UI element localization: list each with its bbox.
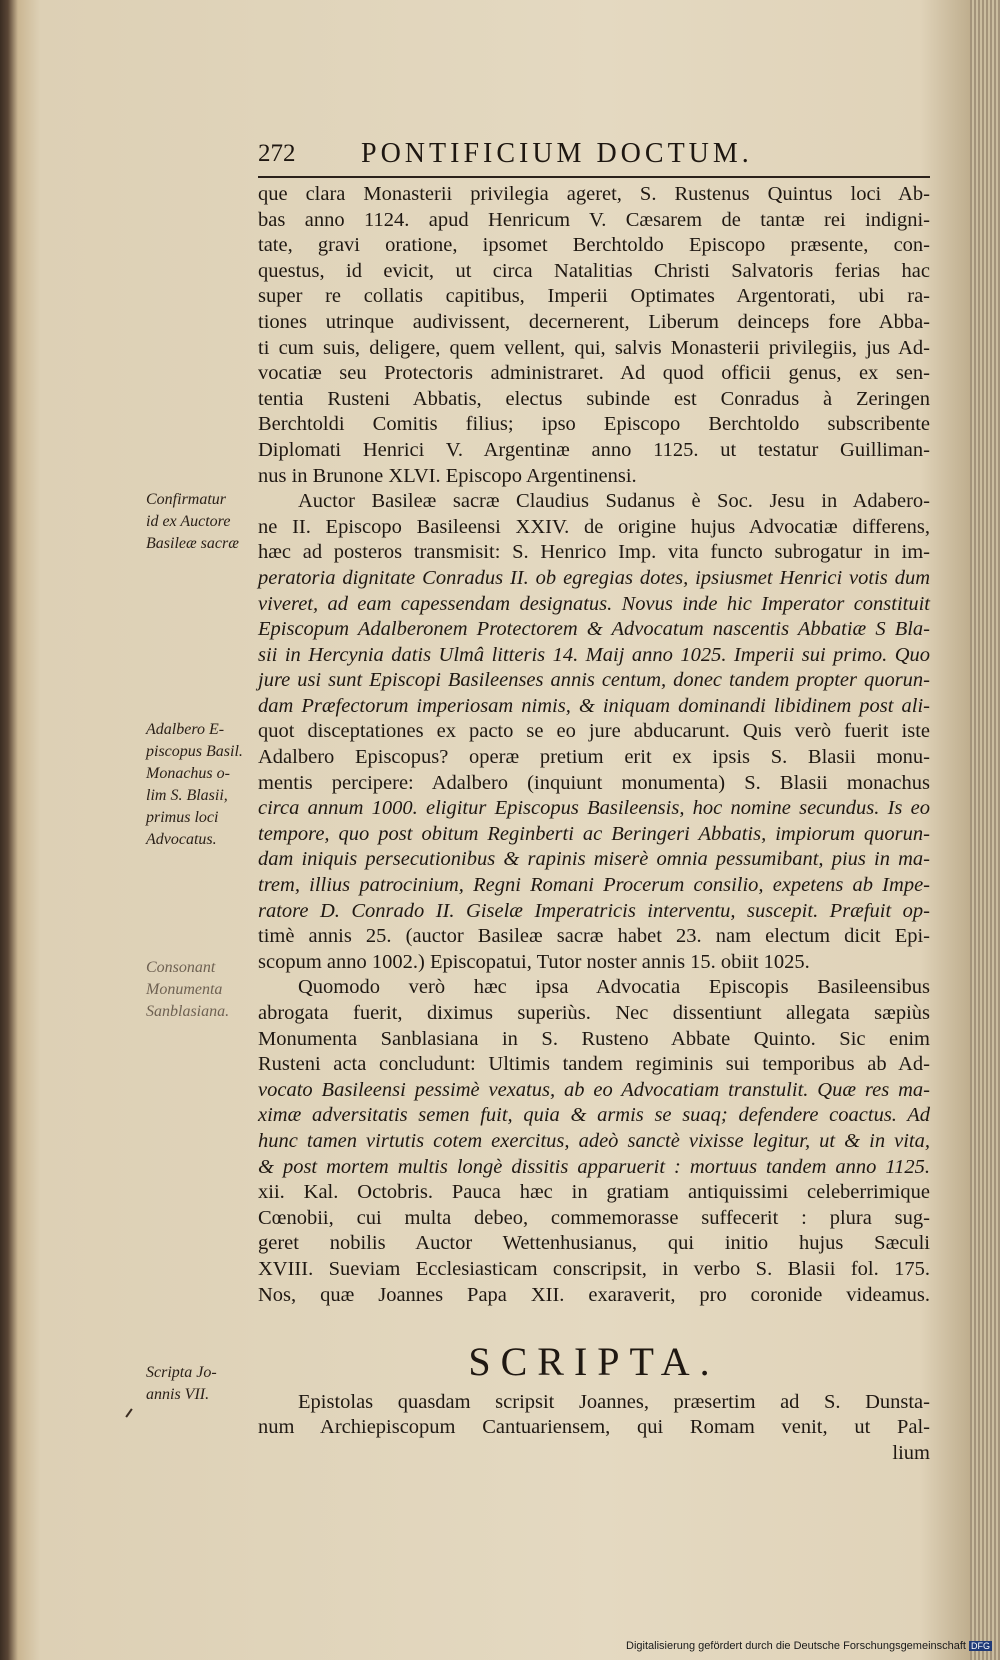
marginal-line: Advocatus. [146, 831, 217, 848]
header-rule [258, 176, 930, 178]
text-line: nus in Brunone XLVI. Episcopo Argentinensi. [258, 464, 637, 487]
text-line: Epistolas quasdam scripsit Joannes, præsertim ad S. Dunsta- [298, 1390, 930, 1413]
text-line: ximæ adversitatis semen fuit, quia & armis se suaq; defendere coactus. Ad [258, 1104, 930, 1127]
section-heading: SCRIPTA. [468, 1338, 720, 1384]
text-line: questus, id evicit, ut circa Natalitias Christi Salvatoris ferias hac [258, 259, 930, 282]
text-line: Episcopum Adalberonem Protectorem & Advocatum nascentis Abbatiæ S Bla- [258, 618, 930, 641]
text-line: dam iniquis persecutionibus & rapinis miserè omnia pessumibant, pius in ma- [258, 848, 930, 871]
text-line: xii. Kal. Octobris. Pauca hæc in gratiam antiquissimi celeberrimique [258, 1181, 930, 1204]
text-line: ti cum suis, deligere, quem vellent, qui, salvis Monasterii privilegiis, jus Ad- [258, 336, 930, 359]
text-line: ratore D. Conrado II. Giselæ Imperatricis interventu, suscepit. Præfuit op- [258, 899, 930, 922]
dfg-logo: DFG [971, 1641, 990, 1652]
marginal-line: Confirmatur [146, 491, 227, 508]
credit-text: Digitalisierung gefördert durch die Deutsche Forschungsgemeinschaft [626, 1640, 966, 1652]
marginal-line: id ex Auctore [146, 513, 231, 530]
text-line: quot disceptationes ex pacto se eo jure abducarunt. Quis verò fuerit iste [258, 720, 930, 743]
text-line: Auctor Basileæ sacræ Claudius Sudanus è Soc. Jesu in Adabero- [298, 490, 930, 513]
text-line: tentia Rusteni Abbatis, electus subinde est Conradus à Zeringen [258, 387, 930, 410]
text-line: abrogata fuerit, diximus superiùs. Nec dissentiunt allegata sæpiùs [258, 1002, 930, 1024]
marginal-line: Sanblasiana. [146, 1003, 230, 1020]
header-title: PONTIFICIUM DOCTUM. [361, 138, 753, 169]
text-line: sii in Hercynia datis Ulmâ litteris 14. Maij anno 1025. Imperii sui primo. Quo [258, 643, 930, 666]
text-line: hæc ad posteros transmisit: S. Henrico Imp. vita functo subrogatur in im- [258, 541, 930, 564]
text-line: peratoria dignitate Conradus II. ob egregias dotes, ipsiusmet Henrici votis dum [258, 566, 930, 589]
text-line: Cœnobii, cui multa debeo, commemorasse suffecerit : plura sug- [258, 1206, 930, 1229]
marginal-line: Monumenta [146, 981, 223, 998]
marginal-line: annis VII. [146, 1386, 210, 1403]
marginal-note-consonant [146, 957, 254, 1023]
text-line: scopum anno 1002.) Episcopatui, Tutor noster annis 15. obiit 1025. [258, 950, 810, 973]
marginal-line: Adalbero E- [146, 721, 225, 738]
marginal-note-confirmatur [146, 489, 254, 555]
text-line: Nos, quæ Joannes Papa XII. exaraverit, pro coronide videamus. [258, 1283, 930, 1306]
spacer [258, 1308, 930, 1334]
digitization-credit [626, 1640, 992, 1652]
text-line: & post mortem multis longè dissitis apparuerit : mortuus tandem anno 1125. [258, 1155, 930, 1178]
running-head [258, 138, 858, 178]
text-line: vocatiæ seu Protectoris administraret. Ad quod officii genus, ex sen- [258, 362, 930, 385]
text-line: Adalbero Episcopus? operæ pretium erit ex ipsis S. Blasii monu- [258, 746, 930, 769]
text-line: viveret, ad eam capessendam designatus. Novus inde hic Imperator constituit [258, 592, 930, 615]
text-line: super re collatis capitibus, Imperii Optimates Argentorati, ubi ra- [258, 285, 930, 308]
text-line: que clara Monasterii privilegia ageret, S. Rustenus Quintus loci Ab- [258, 183, 930, 205]
text-line: trem, illius patrocinium, Regni Romani Procerum consilio, expetens ab Impe- [258, 874, 930, 897]
page-edge [970, 0, 1000, 1660]
text-line: num Archiepiscopum Cantuariensem, qui Romam venit, ut Pal- [258, 1416, 930, 1439]
text-line: XVIII. Sueviam Ecclesiasticam conscripsit, in verbo S. Blasii fol. 175. [258, 1257, 930, 1280]
text-line: tempore, quo post obitum Reginberti ac Beringeri Abbatis, impiorum quorun- [258, 822, 930, 845]
text-line: bas anno 1124. apud Henricum V. Cæsarem de tantæ rei indigni- [258, 208, 930, 231]
text-line: ne II. Episcopo Basileensi XXIV. de origine hujus Advocatiæ differens, [258, 515, 930, 538]
text-line: geret nobilis Auctor Wettenhusianus, qui initio hujus Sæculi [258, 1232, 930, 1255]
marginal-line: Basileæ sacræ [146, 535, 239, 552]
text-line: jure usi sunt Episcopi Basileenses annis centum, donec tandem propter quorun- [258, 669, 930, 692]
text-line: Monumenta Sanblasiana in S. Rusteno Abbate Quinto. Sic enim [258, 1027, 930, 1050]
text-line: timè annis 25. (auctor Basileæ sacræ habet 23. nam electum dicit Epi- [258, 925, 930, 948]
text-line: vocato Basileensi pessimè vexatus, ab eo Advocatiam transtulit. Quæ res ma- [258, 1078, 930, 1101]
catchword: lium [892, 1441, 930, 1464]
marginal-line: Scripta Jo- [146, 1364, 217, 1381]
text-line: tiones utrinque audivissent, decernerent, Liberum deinceps fore Abba- [258, 310, 930, 333]
marginal-line: Monachus o- [146, 765, 230, 782]
text-line: dam Præfectorum imperiosam nimis, & iniquam dominandi libidinem post ali- [258, 694, 930, 717]
marginal-line: lim S. Blasii, [146, 787, 228, 804]
body-text [258, 182, 930, 1467]
text-line: tate, gravi oratione, ipsomet Berchtoldo Episcopo præsente, con- [258, 234, 930, 257]
text-line: Quomodo verò hæc ipsa Advocatia Episcopis Basileensibus [298, 976, 930, 999]
marginal-note-adalbero [146, 719, 254, 851]
marginal-line: piscopus Basil. [146, 743, 243, 760]
text-line: hunc tamen virtutis cotem exercitus, adeò sanctè vixisse legitur, ut & in vita, [258, 1129, 930, 1152]
text-line: Berchtoldi Comitis filius; ipso Episcopo Berchtoldo subscribente [258, 413, 930, 436]
text-line: Rusteni acta concludunt: Ultimis tandem regiminis sui temporibus ab Ad- [258, 1053, 930, 1076]
text-line: Diplomati Henrici V. Argentinæ anno 1125. ut testatur Guilliman- [258, 438, 930, 461]
page-number: 272 [258, 140, 296, 167]
text-line: circa annum 1000. eligitur Episcopus Basileensis, hoc nomine secundus. Is eo [258, 797, 930, 820]
marginal-note-scripta [146, 1362, 254, 1406]
marginal-line: Consonant [146, 959, 216, 976]
text-line: mentis percipere: Adalbero (inquiunt monumenta) S. Blasii monachus [258, 771, 930, 794]
marginal-line: primus loci [146, 809, 219, 826]
